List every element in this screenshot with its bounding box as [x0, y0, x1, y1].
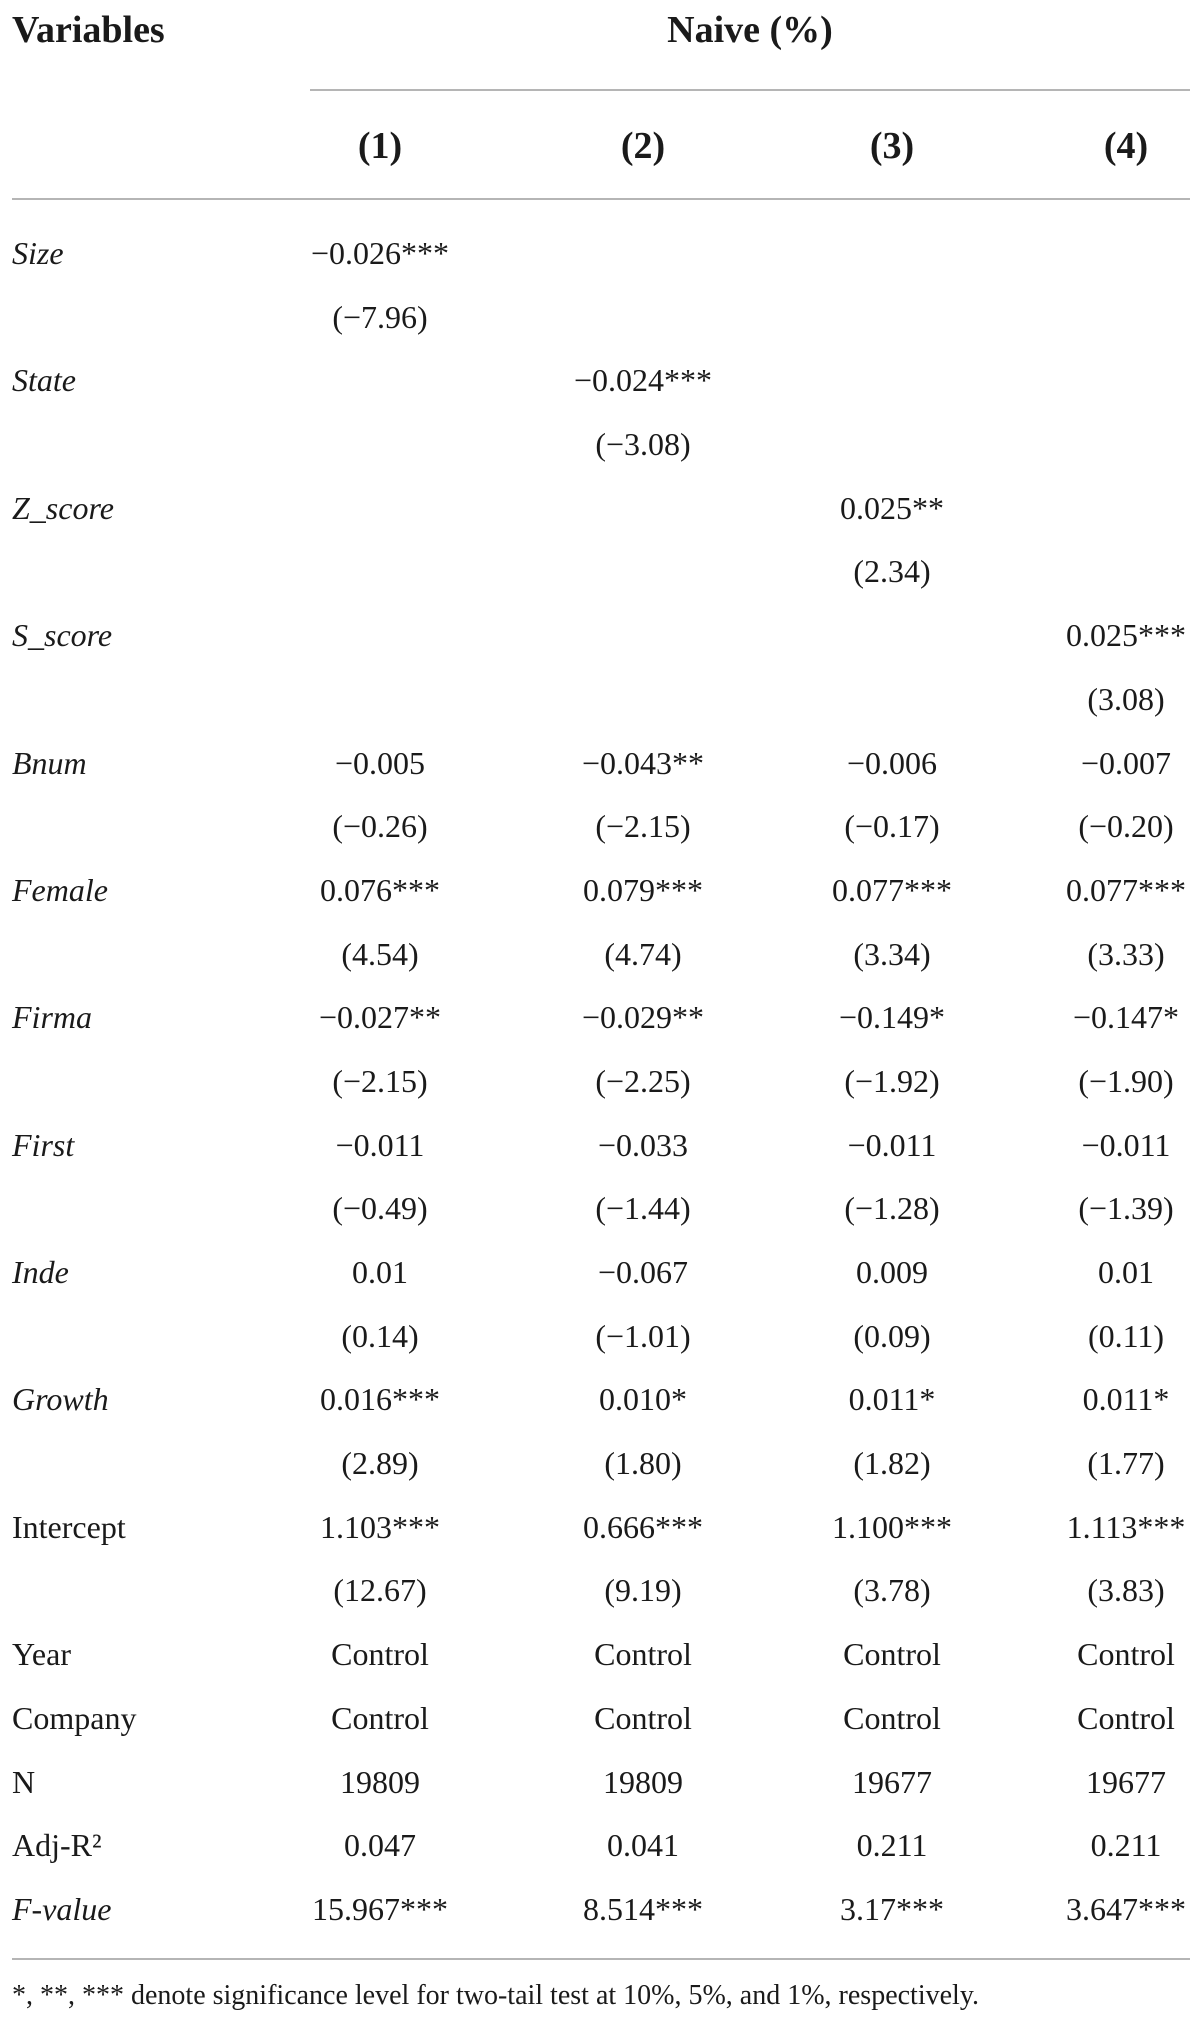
cell-col-2: −0.067: [597, 1254, 689, 1290]
cell-col-2: −0.033: [597, 1126, 689, 1163]
cell-col-1: (−7.96): [332, 298, 428, 335]
cell-col-2: 8.514***: [583, 1890, 703, 1927]
cell-col-4: (1.77): [1087, 1445, 1165, 1482]
cell-col-4: 0.077***: [1066, 871, 1186, 908]
cell-col-4: [1006, 286, 1200, 350]
cell-col-1: −0.005: [334, 744, 426, 781]
row-label: Firma: [12, 999, 92, 1036]
cell-col-1: 0.076***: [320, 871, 440, 908]
cell-col-2: [523, 604, 763, 668]
cell-col-3: (2.34): [853, 553, 931, 590]
cell-col-2: (1.80): [604, 1445, 682, 1482]
table-row: [0, 1432, 1200, 1496]
cell-col-4: (3.33): [1087, 935, 1165, 972]
cell-col-1: (2.89): [341, 1445, 419, 1482]
row-label: First: [12, 1126, 75, 1163]
cell-col-4: (0.11): [1087, 1317, 1165, 1354]
table-row: [0, 1177, 1200, 1241]
cell-col-3: −0.011: [847, 1126, 937, 1163]
cell-col-2: Control: [594, 1636, 692, 1673]
table-row: [0, 923, 1200, 987]
cell-col-2: [523, 540, 763, 604]
cell-col-4: −0.011: [1081, 1126, 1171, 1163]
bottom-rule: [12, 1958, 1190, 1960]
cell-col-4: [1006, 540, 1200, 604]
cell-col-3: 0.211: [856, 1827, 928, 1864]
cell-col-2: [523, 477, 763, 541]
column-header-1: (1): [357, 125, 403, 167]
cell-col-2: Control: [594, 1699, 692, 1736]
cell-col-2: (−1.44): [595, 1190, 691, 1227]
table-row: [0, 1751, 1200, 1815]
table-row: [0, 1114, 1200, 1178]
table-row: [0, 986, 1200, 1050]
table-row: [0, 1368, 1200, 1432]
table-row: [0, 540, 1200, 604]
cell-col-3: 0.009: [856, 1254, 928, 1290]
cell-col-3: [772, 349, 1012, 413]
cell-col-4: 0.01: [1098, 1254, 1154, 1290]
row-label: Female: [12, 871, 108, 908]
cell-col-1: 19809: [340, 1763, 420, 1800]
cell-col-1: (0.14): [341, 1317, 419, 1354]
table-row: [0, 1878, 1200, 1942]
row-label: Size: [12, 235, 64, 271]
table-row: [0, 859, 1200, 923]
table-row: [0, 222, 1200, 286]
table-row: [0, 732, 1200, 796]
cell-col-2: [523, 668, 763, 732]
cell-col-1: (−0.49): [332, 1190, 428, 1227]
cell-col-2: 0.010*: [599, 1381, 687, 1418]
cell-col-4: 0.025***: [1066, 617, 1186, 654]
cell-col-4: (−1.90): [1078, 1062, 1174, 1099]
table-row: [0, 413, 1200, 477]
cell-col-2: 0.079***: [583, 871, 703, 908]
row-label: Inde: [12, 1254, 69, 1290]
table-row: [0, 668, 1200, 732]
cell-col-2: (−2.15): [595, 808, 691, 845]
cell-col-4: 0.011*: [1082, 1381, 1170, 1418]
cell-col-3: [772, 668, 1012, 732]
cell-col-4: [1006, 477, 1200, 541]
cell-col-3: 19677: [852, 1763, 932, 1800]
cell-col-1: Control: [331, 1699, 429, 1736]
row-label: S_score: [12, 617, 113, 654]
header-rule: [12, 198, 1190, 200]
table-body: [0, 222, 1200, 1942]
cell-col-3: 1.100***: [832, 1508, 952, 1545]
table-row: [0, 286, 1200, 350]
table-row: [0, 1687, 1200, 1751]
row-label: State: [12, 362, 76, 399]
cell-col-1: [260, 668, 500, 732]
cell-col-1: (−2.15): [332, 1062, 428, 1099]
table-header: [0, 0, 1200, 64]
row-label: Adj-R²: [12, 1827, 102, 1864]
cell-col-4: −0.147*: [1072, 999, 1180, 1036]
cell-col-3: (3.34): [853, 935, 931, 972]
table-footnote: *, **, *** denote significance level for two-tail test at 10%, 5%, and 1%, respectively.: [12, 1980, 979, 2011]
cell-col-3: 0.077***: [832, 871, 952, 908]
table-row: [0, 1814, 1200, 1878]
cell-col-4: 0.211: [1090, 1827, 1162, 1864]
cell-col-3: (−1.28): [844, 1190, 940, 1227]
cell-col-3: [772, 413, 1012, 477]
cell-col-1: [260, 349, 500, 413]
row-label: Company: [12, 1699, 137, 1736]
row-label: Z_score: [12, 489, 114, 526]
cell-col-2: (9.19): [604, 1572, 682, 1609]
cell-col-1: −0.011: [335, 1126, 425, 1163]
cell-col-1: 0.016***: [320, 1381, 440, 1418]
cell-col-4: (3.83): [1087, 1572, 1165, 1609]
cell-col-2: −0.024***: [573, 362, 713, 399]
cell-col-3: [772, 604, 1012, 668]
row-label: Intercept: [12, 1508, 126, 1545]
cell-col-1: Control: [331, 1636, 429, 1673]
cell-col-3: −0.006: [846, 744, 938, 781]
cell-col-2: 0.041: [607, 1827, 679, 1864]
row-label: N: [12, 1763, 36, 1800]
column-header-3: (3): [869, 125, 915, 167]
column-header-2: (2): [620, 125, 666, 167]
cell-col-1: 0.047: [344, 1827, 416, 1864]
cell-col-3: (1.82): [853, 1445, 931, 1482]
column-header-4: (4): [1103, 125, 1149, 167]
cell-col-1: −0.026***: [310, 235, 450, 271]
row-label: Bnum: [12, 744, 87, 781]
cell-col-4: 1.113***: [1066, 1508, 1186, 1545]
cell-col-4: Control: [1077, 1699, 1175, 1736]
cell-col-1: −0.027**: [318, 999, 442, 1036]
cell-col-2: [523, 222, 763, 286]
cell-col-3: (0.09): [853, 1317, 931, 1354]
variables-header: Variables: [12, 9, 165, 51]
cell-col-2: (−3.08): [595, 426, 691, 463]
table-row: [0, 1623, 1200, 1687]
cell-col-3: −0.149*: [838, 999, 946, 1036]
cell-col-4: Control: [1077, 1636, 1175, 1673]
cell-col-3: 0.011*: [848, 1381, 936, 1418]
table-row: [0, 349, 1200, 413]
row-label: Growth: [12, 1381, 109, 1418]
cell-col-2: (−2.25): [595, 1062, 691, 1099]
cell-col-3: (3.78): [853, 1572, 931, 1609]
cell-col-2: 0.666***: [583, 1508, 703, 1545]
cell-col-4: [1006, 349, 1200, 413]
table-row: [0, 477, 1200, 541]
cell-col-4: −0.007: [1080, 744, 1172, 781]
cell-col-3: 3.17***: [840, 1890, 944, 1927]
cell-col-1: (4.54): [341, 935, 419, 972]
row-label: Year: [12, 1636, 71, 1673]
cell-col-1: (−0.26): [332, 808, 428, 845]
cell-col-3: (−0.17): [844, 808, 940, 845]
cell-col-2: 19809: [603, 1763, 683, 1800]
cell-col-4: (3.08): [1087, 680, 1165, 717]
cell-col-1: [260, 604, 500, 668]
table-row: [0, 1305, 1200, 1369]
cell-col-4: 3.647***: [1066, 1890, 1186, 1927]
table-row: [0, 1559, 1200, 1623]
cell-col-1: 1.103***: [320, 1508, 440, 1545]
cell-col-1: [260, 413, 500, 477]
cell-col-1: 15.967***: [312, 1890, 448, 1927]
cell-col-3: [772, 286, 1012, 350]
group-header: Naive (%): [667, 9, 833, 51]
row-label: F-value: [12, 1890, 112, 1927]
table-row: [0, 604, 1200, 668]
cell-col-1: 0.01: [352, 1254, 408, 1290]
cell-col-2: −0.043**: [581, 744, 705, 781]
cell-col-4: [1006, 222, 1200, 286]
cell-col-3: [772, 222, 1012, 286]
cell-col-3: Control: [843, 1636, 941, 1673]
cell-col-3: 0.025**: [840, 489, 944, 526]
cell-col-4: [1006, 413, 1200, 477]
cell-col-1: [260, 540, 500, 604]
table-row: [0, 1050, 1200, 1114]
table-row: [0, 1496, 1200, 1560]
cell-col-4: (−1.39): [1078, 1190, 1174, 1227]
cell-col-2: (4.74): [604, 935, 682, 972]
cell-col-2: (−1.01): [595, 1317, 691, 1354]
table-row: [0, 1241, 1200, 1305]
cell-col-1: [260, 477, 500, 541]
cell-col-3: (−1.92): [844, 1062, 940, 1099]
cell-col-2: −0.029**: [581, 999, 705, 1036]
cell-col-4: (−0.20): [1078, 808, 1174, 845]
cell-col-4: 19677: [1086, 1763, 1166, 1800]
table-row: [0, 795, 1200, 859]
cell-col-3: Control: [843, 1699, 941, 1736]
cell-col-2: [523, 286, 763, 350]
cell-col-1: (12.67): [333, 1572, 427, 1609]
group-rule: [310, 89, 1190, 91]
